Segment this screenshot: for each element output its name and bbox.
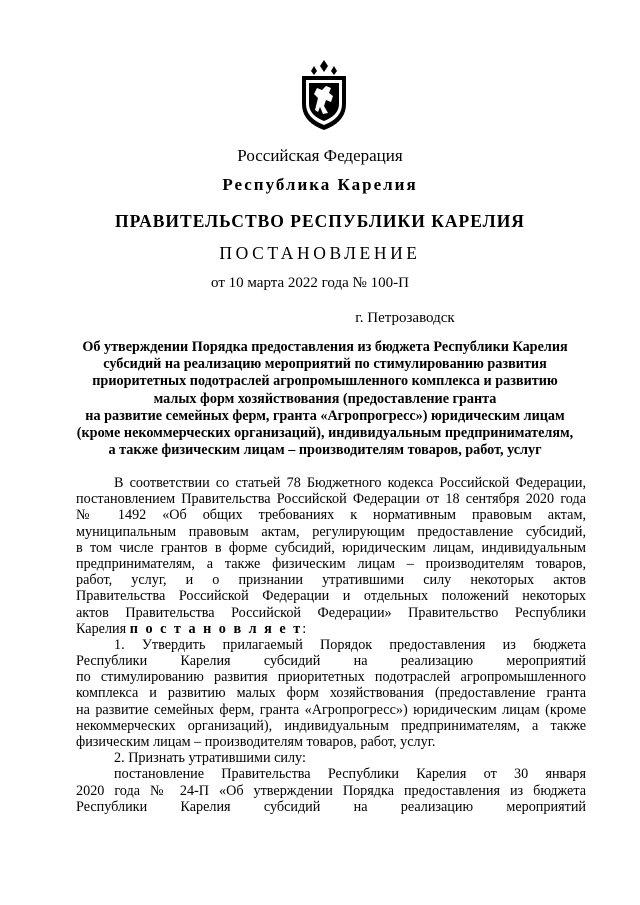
body-line: актов Правительства Российской Федерации» Правительство Республики xyxy=(76,604,586,621)
body-line: Республики Карелия субсидий на реализацию мероприятий xyxy=(76,653,586,670)
body-line: постановлением Правительства Российской Федерации от 18 сентября 2020 года xyxy=(76,491,586,508)
body-line: постановление Правительства Республики Карелия от 30 января xyxy=(114,766,586,783)
title-line: Об утверждении Порядка предоставления из бюджета Республики Карелия xyxy=(82,339,568,355)
body-line: муниципальным правовым актам, регулирующим предоставление субсидий, xyxy=(76,523,586,540)
body-line: некоммерческих организаций), индивидуальным предпринимателям, а также xyxy=(76,717,586,734)
country-name: Российская Федерация xyxy=(237,146,403,165)
body-line: № 1492 «Об общих требованиях к нормативным правовым актам, xyxy=(76,507,586,524)
body-line: 2020 года № 24-П «Об утверждении Порядка предоставления из бюджета xyxy=(76,782,586,799)
body-line: Республики Карелия субсидий на реализацию мероприятий xyxy=(76,798,586,815)
title-line: приоритетных подотраслей агропромышленного комплекса и развитию xyxy=(92,373,558,390)
body-line: на развитие семейных ферм, гранта «Агропрогресс») юридическим лицам (кроме xyxy=(76,701,586,718)
title-line: субсидий на реализацию мероприятий по стимулированию развития xyxy=(103,356,547,373)
body-line: физическим лицам – производителям товаров, работ, услуг. xyxy=(76,734,436,750)
decree-type: ПОСТАНОВЛЕНИЕ xyxy=(219,243,421,263)
city: г. Петрозаводск xyxy=(355,310,455,326)
karelia-coat-of-arms-icon xyxy=(298,58,350,132)
body-line: Правительства Российской Федерации и отдельных положений некоторых xyxy=(76,588,586,605)
title-line: малых форм хозяйствования (предоставление гранта xyxy=(153,390,497,407)
body-line-resolves xyxy=(76,621,586,637)
decree-title xyxy=(60,339,590,459)
body-line: в том числе грантов в форме субсидий, юридическим лицам, индивидуальным xyxy=(76,539,586,556)
title-line: а также физическим лицам – производителям товаров, работ, услуг xyxy=(108,442,542,459)
government-name: ПРАВИТЕЛЬСТВО РЕСПУБЛИКИ КАРЕЛИЯ xyxy=(115,211,525,231)
body-line: комплекса и развитию малых форм хозяйствования (предоставление гранта xyxy=(76,685,586,702)
body-line: работ, услуг, и о признании утратившими силу некоторых актов xyxy=(76,572,586,589)
body-line: предпринимателям, а также физическим лицам – производителям товаров, xyxy=(76,555,586,572)
resolves-word: п о с т а н о в л я е т xyxy=(129,620,303,637)
body-line: 2. Признать утратившими силу: xyxy=(114,750,306,767)
body-line: по стимулированию развития приоритетных подотраслей агропромышленного xyxy=(76,669,586,686)
body-line: В соответствии со статьей 78 Бюджетного кодекса Российской Федерации, xyxy=(114,475,586,491)
body-line: Карелия xyxy=(76,620,127,637)
decree-date-number: от 10 марта 2022 года № 100-П xyxy=(211,275,409,291)
decree-body xyxy=(76,475,586,815)
body-line: 1. Утвердить прилагаемый Порядок предоставления из бюджета xyxy=(114,636,586,653)
resolves-suffix: : xyxy=(302,620,307,637)
republic-name: Республика Карелия xyxy=(222,175,418,194)
title-line: (кроме некоммерческих организаций), индивидуальным предпринимателям, xyxy=(76,425,574,442)
title-line: на развитие семейных ферм, гранта «Агропрогресс») юридическим лицам xyxy=(85,407,565,424)
